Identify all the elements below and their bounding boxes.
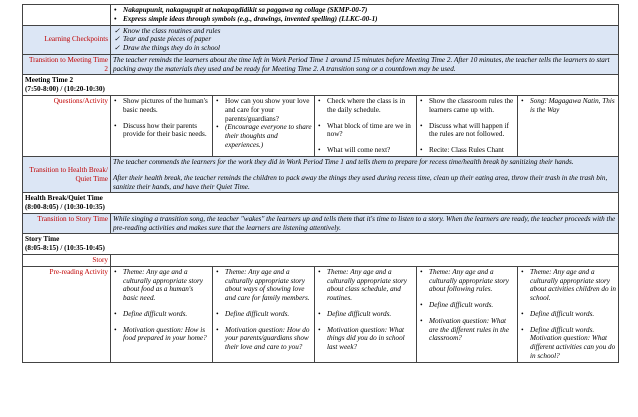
story-item: • Define difficult words. <box>419 301 515 310</box>
story-day-3-cell <box>315 266 417 362</box>
transition-health-break-label: Transition to Health Break/ Quiet Time <box>23 156 111 192</box>
meeting-day-5-cell <box>518 96 619 157</box>
story-item: • Define difficult words. <box>215 310 312 319</box>
meeting-day-3-cell <box>315 96 417 157</box>
story-item: • Theme: Any age and a culturally appropriate story about food as a human's basic need. <box>113 268 210 303</box>
story-day-1-cell <box>111 266 213 362</box>
questions-activity-label: Questions/Activity <box>23 96 111 157</box>
meeting-note: (Encourage everyone to share their thoughts and experiences.) <box>225 123 312 149</box>
story-item: • Define difficult words. <box>113 310 210 319</box>
story-time-time: (8:05-8:15) / (10:35-10:45) <box>25 244 105 253</box>
transition-story-time-label: Transition to Story Time <box>23 213 111 234</box>
story-item: • Define difficult words. <box>317 310 414 319</box>
transition-health-break-text-2: After their health break, the teacher reminds the children to pack away the things they used during recess time, clean up their eating area, throw their trash in the trash bin, sanitize their hands, and have their Quiet Time. <box>113 173 608 191</box>
learning-checkpoints-cell <box>111 25 619 54</box>
meeting-day-4-cell <box>417 96 518 157</box>
transition-meeting-time-2-text: The teacher reminds the learners about the time left in Work Period Time 1 around 15 minutes before Meeting Time 2. After 10 minutes, the teacher tells the learners to start packing away the materials they used and be ready for Meeting Time 2. A transition song or a countdown may be used. <box>111 54 619 75</box>
story-day-4-cell <box>417 266 518 362</box>
competencies-cell <box>111 5 619 26</box>
story-item: • Motivation question: How do your parents/guardians show their love and care to you? <box>215 326 312 352</box>
story-item: • Theme: Any age and a culturally appropriate story about activities children do in school. <box>520 268 616 303</box>
story-item: • Theme: Any age and a culturally appropriate story about ways of showing love and care for family members. <box>215 268 312 303</box>
transition-story-time-text: While singing a transition song, the teacher "wakes" the learners up and tells them that it's time to listen to a story. When the learners are ready, the teacher proceeds with the pre-reading activities and makes sure that the learners are listening attentively. <box>111 213 619 234</box>
health-break-heading-row <box>23 193 619 214</box>
story-item: • Motivation question: What are the different rules in the classroom? <box>419 317 515 343</box>
transition-story-time-row <box>23 213 619 234</box>
lesson-plan-document <box>22 4 618 363</box>
meeting-item: • Discuss how their parents provide for their basic needs. <box>113 122 210 140</box>
checkpoint-item: ✓ Know the class routines and rules <box>113 27 616 36</box>
meeting-item: • Check where the class is in the daily schedule. <box>317 97 414 115</box>
checkpoint-item: ✓ Draw the things they do in school <box>113 44 616 53</box>
learning-checkpoints-label: Learning Checkpoints <box>23 25 111 54</box>
story-time-heading-row <box>23 234 619 255</box>
pre-reading-row <box>23 266 619 362</box>
meeting-item: • Show the classroom rules the learners came up with. <box>419 97 515 115</box>
pre-reading-label: Pre-reading Activity <box>23 266 111 362</box>
meeting-item: • What block of time are we in now? <box>317 122 414 140</box>
story-day-5-cell <box>518 266 619 362</box>
health-break-time: (8:00-8:05) / (10:30-10:35) <box>25 203 105 212</box>
story-item: • Motivation question: What things did you do in school last week? <box>317 326 414 352</box>
meeting-time-2-heading: Meeting Time 2 <box>25 76 74 85</box>
meeting-time-2-activities-row <box>23 96 619 157</box>
meeting-time-2-heading-row <box>23 75 619 96</box>
story-item: • Define difficult words. <box>520 310 616 319</box>
story-label: Story <box>23 254 111 266</box>
meeting-day-2-cell <box>213 96 315 157</box>
checkpoint-item: ✓ Tear and paste pieces of paper <box>113 35 616 44</box>
meeting-item: • Show pictures of the human's basic needs. <box>113 97 210 115</box>
lesson-plan-table <box>22 4 619 363</box>
story-item: • Theme: Any age and a culturally appropriate story about class schedule, and routines. <box>317 268 414 303</box>
story-item: • Theme: Any age and a culturally appropriate story about following rules. <box>419 268 515 294</box>
competency-item: • Nakapupunit, nakagugupit at nakapagdidikit sa paggawa ng collage (SKMP-00-7) <box>113 6 616 15</box>
meeting-item: • Recite: Class Rules Chant <box>419 146 515 155</box>
story-label-row <box>23 254 619 266</box>
transition-meeting-time-2-row <box>23 54 619 75</box>
competency-item: • Express simple ideas through symbols (e.g., drawings, invented spelling) (LLKC-00-1) <box>113 15 616 24</box>
meeting-day-1-cell <box>111 96 213 157</box>
learning-checkpoints-row <box>23 25 619 54</box>
meeting-item: • Discuss what will happen if the rules are not followed. <box>419 122 515 140</box>
story-item: • Motivation question: How is food prepared in your home? <box>113 326 210 344</box>
meeting-item: • Song: Magagawa Natin, This is the Way <box>520 97 616 115</box>
meeting-time-2-time: (7:50-8:00) / (10:20-10:30) <box>25 85 105 94</box>
story-day-2-cell <box>213 266 315 362</box>
transition-health-break-row <box>23 156 619 192</box>
competencies-row <box>23 5 619 26</box>
story-time-heading: Story Time <box>25 235 60 244</box>
meeting-item: • What will come next? <box>317 146 414 155</box>
transition-meeting-time-2-label: Transition to Meeting Time 2 <box>23 54 111 75</box>
meeting-item: • How can you show your love and care for your parents/guardians? <box>215 97 312 123</box>
health-break-heading: Health Break/Quiet Time <box>25 194 103 203</box>
story-item: • Define difficult words. Motivation question: What different activities can you do in school? <box>520 326 616 361</box>
transition-health-break-text-1: The teacher commends the learners for the work they did in Work Period Time 1 and tells them to prepare for recess time/health break by sanitizing their hands. <box>113 157 574 166</box>
